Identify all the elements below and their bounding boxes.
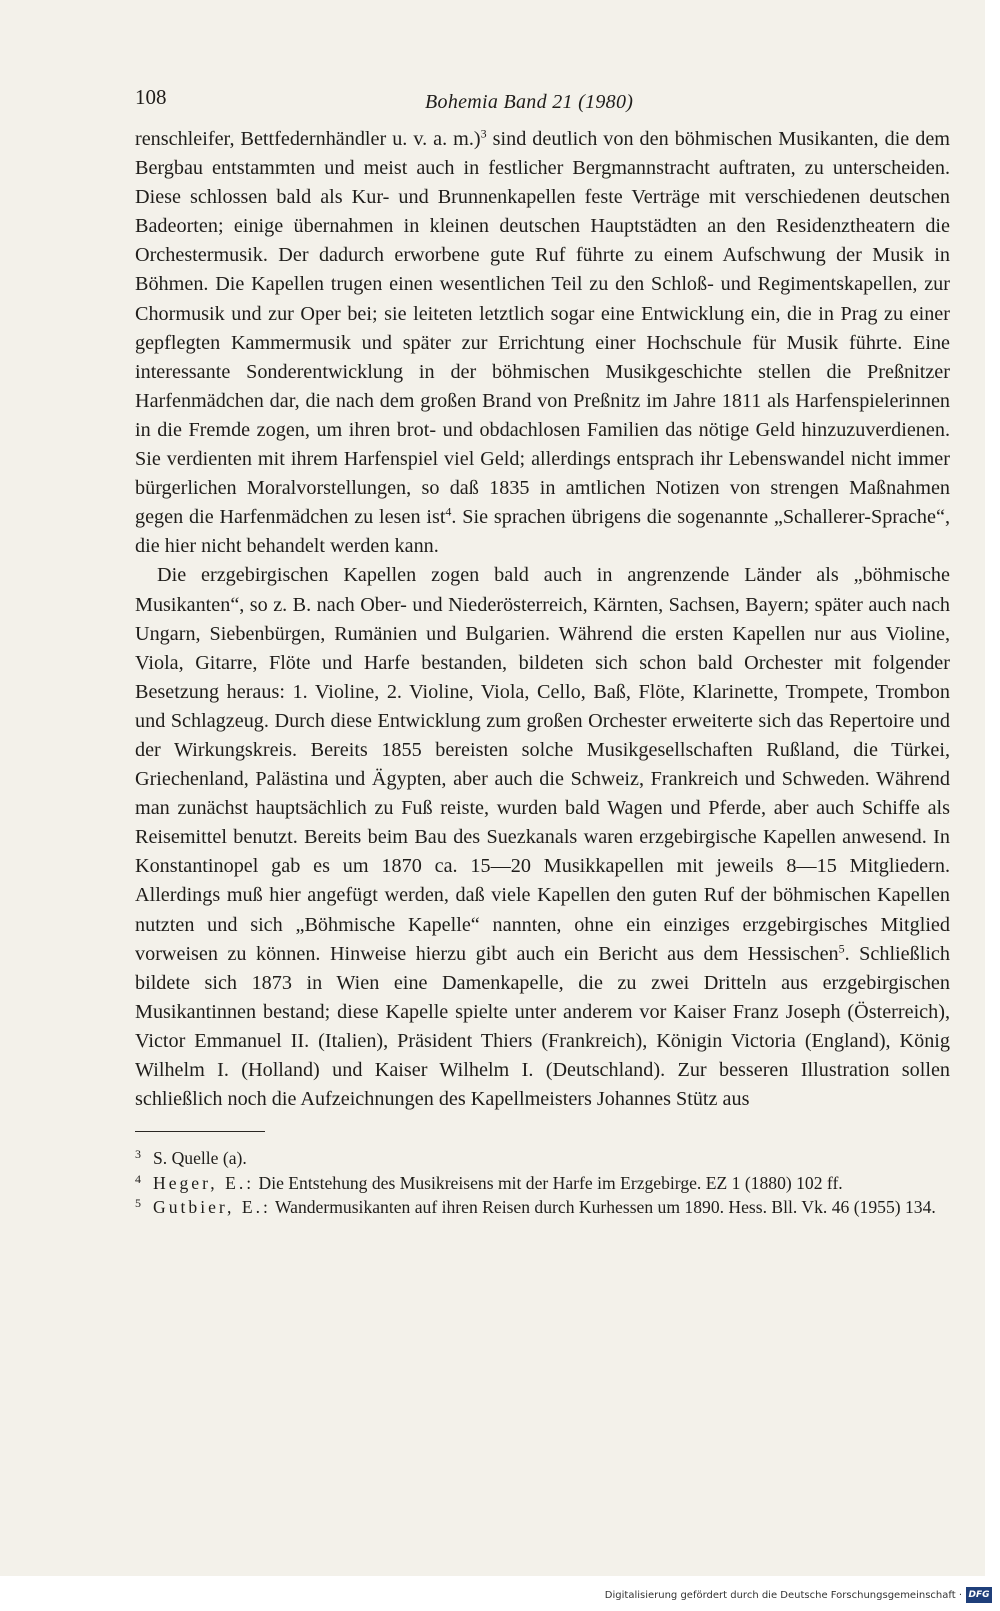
- scan-edge: [985, 0, 1000, 1576]
- paragraph-1-text-b: sind deutlich von den böhmischen Musikanten, die dem Bergbau entstammten und meist auch in festlicher Bergmannstracht auftraten, zu unterscheiden. Diese schlossen bald als Kur- und Brunnenkapellen feste Verträge mit verschiedenen deutschen Badeorten; einige übernahmen in kleinen deutschen Hauptstädten an den Residenztheatern die Orchestermusik. Der dadurch erworbene gute Ruf führte zu einem Aufschwung der Musik in Böhmen. Die Kapellen trugen einen wesentlichen Teil zu den Schloß- und Regimentskapellen, zur Chormusik und zur Oper bei; sie leiteten letztlich sogar eine Entwicklung ein, die in Prag zu einer gepflegten Kammermusik und später zur Errichtung einer Hochschule für Musik führte. Eine interessante Sonderentwicklung in der böhmischen Musikgeschichte stellen die Preßnitzer Harfenmädchen dar, die nach dem großen Brand von Preßnitz im Jahre 1811 als Harfenspielerinnen in die Fremde zogen, um ihren brot- und obdachlosen Familien das nötige Geld hinzuzuverdienen. Sie verdienten mit ihrem Harfenspiel viel Geld; allerdings entsprach ihr Lebenswandel nicht immer bürgerlichen Moralvorstellungen, so daß 1835 in amtlichen Notizen von strengen Maßnahmen gegen die Harfenmädchen zu lesen ist: [135, 128, 951, 529]
- footnote-5: [135, 1195, 950, 1220]
- footnote-text: S. Quelle (a).: [153, 1148, 247, 1169]
- paragraph-1-text-c: . Sie sprachen übrigens die sogenannte „Schallerer-Sprache“, die hier nicht behandelt werden kann.: [135, 506, 950, 558]
- paragraph-2-text-a: Die erzgebirgischen Kapellen zogen bald auch in angrenzende Länder als „böhmische Musikanten“, so z. B. nach Ober- und Niederösterreich, Kärnten, Sachsen, Bayern; später auch nach Ungarn, Siebenbürgen, Rumänien und Bulgarien. Während die ersten Kapellen nur aus Violine, Viola, Gitarre, Flöte und Harfe bestanden, bildeten sich schon bald Orchester mit folgender Besetzung heraus: 1. Violine, 2. Violine, Viola, Cello, Baß, Flöte, Klarinette, Trompete, Trombon und Schlagzeug. Durch diese Entwicklung zum großen Orchester erweiterte sich das Repertoire und der Wirkungskreis. Bereits 1855 bereisten solche Musikgesellschaften Rußland, die Türkei, Griechenland, Palästina und Ägypten, aber auch die Schweiz, Frankreich und Schweden. Während man zunächst hauptsächlich zu Fuß reiste, wurden bald Wagen und Pferde, aber auch Schiffe als Reisemittel benutzt. Bereits beim Bau des Suezkanals waren erzgebirgische Kapellen anwesend. In Konstantinopel gab es um 1870 ca. 15—20 Musikkapellen mit jeweils 8—15 Mitgliedern. Allerdings muß hier angefügt werden, daß viele Kapellen den guten Ruf der böhmischen Kapellen nutzten und sich „Böhmische Kapelle“ nannten, ohne ein einziges erzgebirgisches Mitglied vorweisen zu können. Hinweise hierzu gibt auch ein Bericht aus dem Hessischen: [135, 564, 950, 965]
- footnote-mark: 3: [135, 1147, 141, 1162]
- footnote-text: Wandermusikanten auf ihren Reisen durch Kurhessen um 1890. Hess. Bll. Vk. 46 (1955) 134.: [270, 1197, 936, 1218]
- paragraph-1-text-a: renschleifer, Bettfedernhändler u. v. a. m.): [135, 128, 481, 150]
- footnote-ref-5[interactable]: 5: [838, 940, 845, 955]
- running-title: Bohemia Band 21 (1980): [425, 91, 634, 113]
- footnote-text: Die Entstehung des Musikreisens mit der Harfe im Erzgebirge. EZ 1 (1880) 102 ff.: [254, 1172, 843, 1193]
- page-content: [135, 85, 950, 1220]
- paragraph-1: [135, 125, 950, 561]
- footnote-mark: 5: [135, 1196, 141, 1211]
- body-text: [135, 125, 950, 1114]
- paragraph-2-text-b: . Schließlich bildete sich 1873 in Wien eine Damenkapelle, die zu zwei Dritteln aus erzgebirgischen Musikantinnen bestand; diese Kapelle spielte unter anderem vor Kaiser Franz Joseph (Österreich), Victor Emmanuel II. (Italien), Präsident Thiers (Frankreich), Königin Victoria (England), König Wilhelm I. (Holland) und Kaiser Wilhelm I. (Deutschland). Zur besseren Illustration sollen schließlich noch die Aufzeichnungen des Kapellmeisters Johannes Stütz aus: [135, 942, 950, 1111]
- page-header: [135, 85, 950, 125]
- footnote-ref-4[interactable]: 4: [445, 504, 452, 519]
- footnote-ref-3[interactable]: 3: [480, 126, 487, 141]
- paragraph-2: [135, 561, 950, 1114]
- footnote-author: Gutbier, E.:: [153, 1197, 271, 1218]
- page-number: 108: [135, 85, 167, 109]
- footnote-mark: 4: [135, 1171, 141, 1186]
- footnote-divider: [135, 1131, 265, 1132]
- footnote-3: [135, 1146, 950, 1171]
- footnotes: [135, 1146, 950, 1220]
- digitization-credit: Digitalisierung gefördert durch die Deutsche Forschungsgemeinschaft ·: [604, 1590, 962, 1601]
- footnote-author: Heger, E.:: [153, 1172, 255, 1193]
- digitization-bar: [0, 1576, 1000, 1611]
- dfg-logo-icon: DFG: [966, 1587, 992, 1603]
- footnote-4: [135, 1171, 950, 1196]
